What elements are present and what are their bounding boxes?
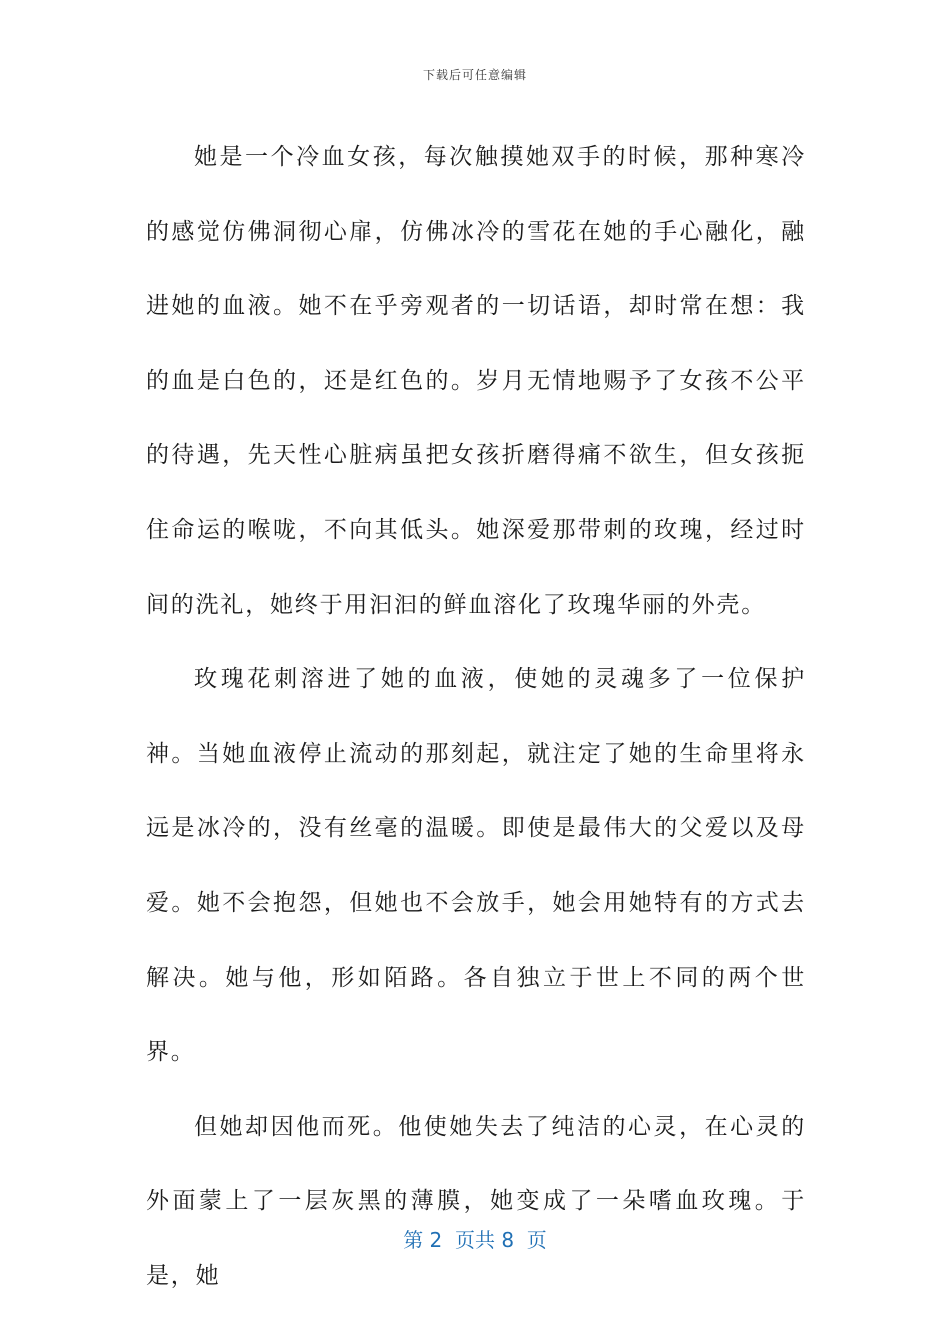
page-number-label: 第 2 页共 8 页 — [403, 1228, 547, 1252]
page-header-note: 下载后可任意编辑 — [422, 68, 527, 82]
paragraph-1: 她是一个冷血女孩，每次触摸她双手的时候，那种寒冷的感觉仿佛洞彻心扉，仿佛冰冷的雪花在她的手心融化，融进她的血液。她不在乎旁观者的一切话语，却时常在想：我的血是白色的，还是红色的。岁月无情地赐予了女孩不公平的待遇，先天性心脏病虽把女孩折磨得痛不欲生，但女孩扼住命运的喉咙，不向其低头。她深爱那带刺的玫瑰，经过时间的洗礼，她终于用汩汩的鲜血溶化了玫瑰华丽的外壳。 — [146, 144, 806, 618]
paragraph-3: 但她却因他而死。他使她失去了纯洁的心灵，在心灵的外面蒙上了一层灰黑的薄膜，她变成了一朵嗜血玫瑰。于是，她 — [146, 1113, 806, 1289]
document-body — [146, 120, 806, 1314]
page-number-footer — [0, 1224, 950, 1253]
paragraph-2: 玫瑰花刺溶进了她的血液，使她的灵魂多了一位保护神。当她血液停止流动的那刻起，就注定了她的生命里将永远是冰冷的，没有丝毫的温暖。即使是最伟大的父爱以及母爱。她不会抱怨，但她也不会放手，她会用她特有的方式去解决。她与他，形如陌路。各自独立于世上不同的两个世界。 — [146, 666, 806, 1066]
